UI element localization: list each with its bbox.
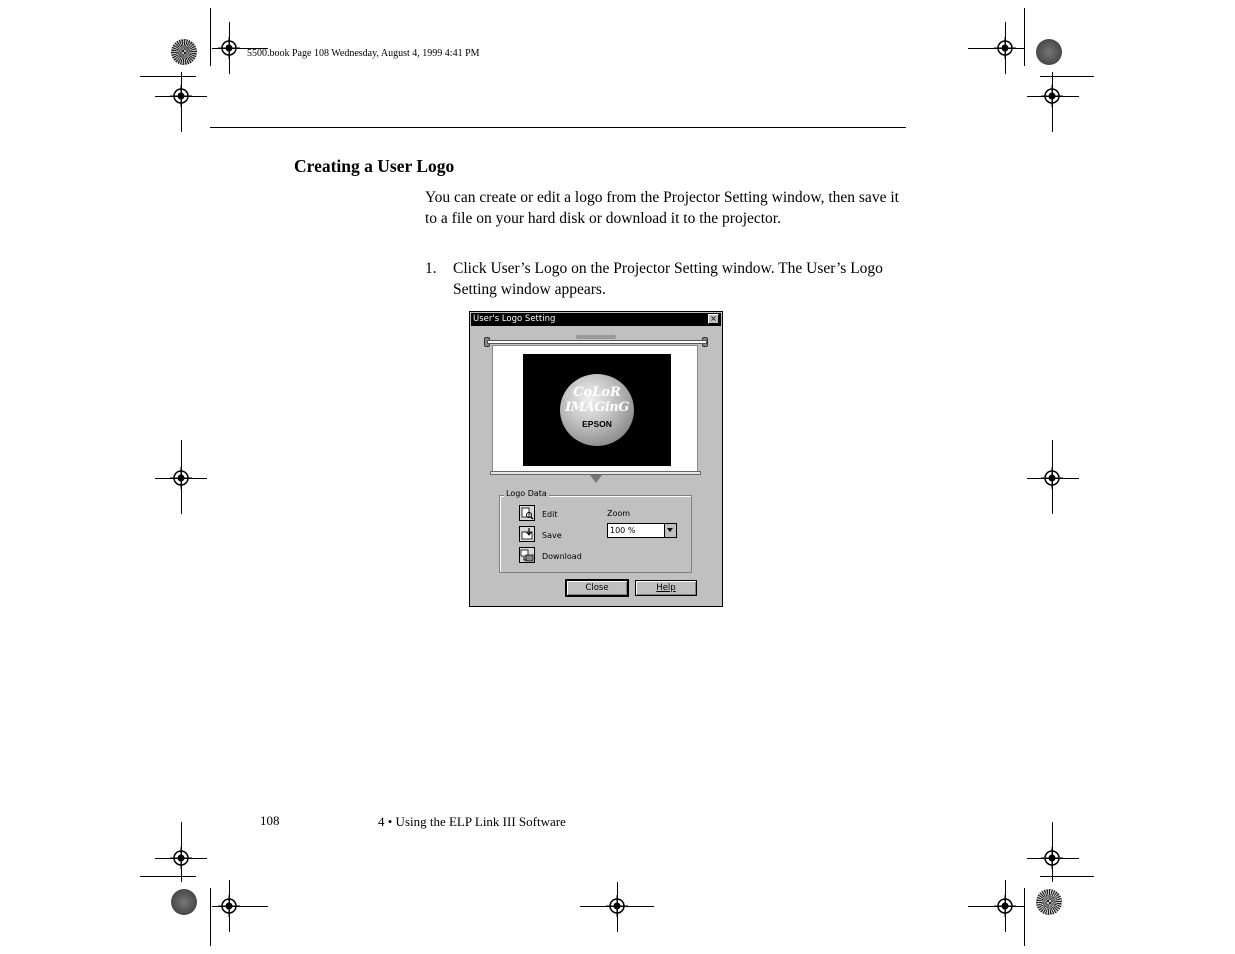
crop-line (210, 8, 211, 66)
screen-rod (487, 340, 707, 344)
download-label[interactable]: Download (542, 552, 582, 561)
intro-paragraph: You can create or edit a logo from the Projector Setting window, then save it to a file on your hard disk or download it to the projector. (425, 189, 899, 227)
crop-line (140, 876, 196, 877)
registration-mark-icon (218, 895, 240, 917)
registration-mark-icon (218, 37, 240, 59)
screen-handle (576, 335, 616, 339)
save-icon[interactable] (519, 526, 535, 542)
logo-image (560, 374, 634, 446)
group-label: Logo Data (506, 489, 547, 498)
close-button[interactable]: Close (566, 580, 628, 596)
edit-icon[interactable] (519, 505, 535, 521)
registration-mark-icon (1041, 85, 1063, 107)
crop-line (1024, 888, 1025, 946)
help-button[interactable]: Help (635, 580, 697, 596)
save-label[interactable]: Save (542, 531, 562, 540)
registration-mark-icon (994, 37, 1016, 59)
registration-mark-icon (170, 467, 192, 489)
screen-pull-handle (590, 475, 602, 483)
registration-mark-icon (170, 847, 192, 869)
color-wheel-icon (171, 889, 197, 915)
print-slug: 5500.book Page 108 Wednesday, August 4, 1999 4:41 PM (247, 48, 480, 59)
header-rule (210, 127, 906, 128)
crop-line (140, 76, 196, 77)
projection-screen (492, 345, 698, 472)
zoom-label: Zoom (607, 509, 631, 518)
crop-line (1040, 76, 1094, 77)
step-text: Click User’s Logo on the Projector Setting window. The User’s Logo Setting window appears. (453, 260, 883, 298)
color-wheel-icon (1036, 39, 1062, 65)
logo-text-line2: IMAGinG (565, 400, 629, 415)
page-number: 108 (260, 813, 280, 828)
registration-mark-icon (994, 895, 1016, 917)
logo-preview (523, 354, 671, 466)
chevron-down-icon[interactable] (664, 524, 676, 537)
logo-text-brand: EPSON (582, 419, 612, 429)
download-icon[interactable] (519, 547, 535, 563)
edit-label[interactable]: Edit (542, 510, 558, 519)
registration-mark-icon (1041, 847, 1063, 869)
zoom-value: 100 % (610, 526, 636, 535)
chapter-footer: 4 • Using the ELP Link III Software (378, 814, 566, 829)
dialog-title: User's Logo Setting (473, 314, 556, 324)
registration-mark-icon (170, 85, 192, 107)
zoom-select[interactable] (607, 523, 677, 538)
close-icon[interactable]: × (708, 314, 719, 324)
dialog-titlebar (471, 313, 721, 326)
users-logo-setting-dialog (469, 311, 723, 607)
registration-mark-icon (606, 895, 628, 917)
crop-line (1040, 876, 1094, 877)
logo-text-line1: CoLoR (573, 385, 621, 400)
color-wheel-icon (1036, 889, 1062, 915)
step-number: 1. (425, 260, 437, 277)
color-wheel-icon (171, 39, 197, 65)
crop-line (210, 888, 211, 946)
registration-mark-icon (1041, 467, 1063, 489)
section-heading: Creating a User Logo (294, 156, 455, 176)
crop-line (1024, 8, 1025, 66)
